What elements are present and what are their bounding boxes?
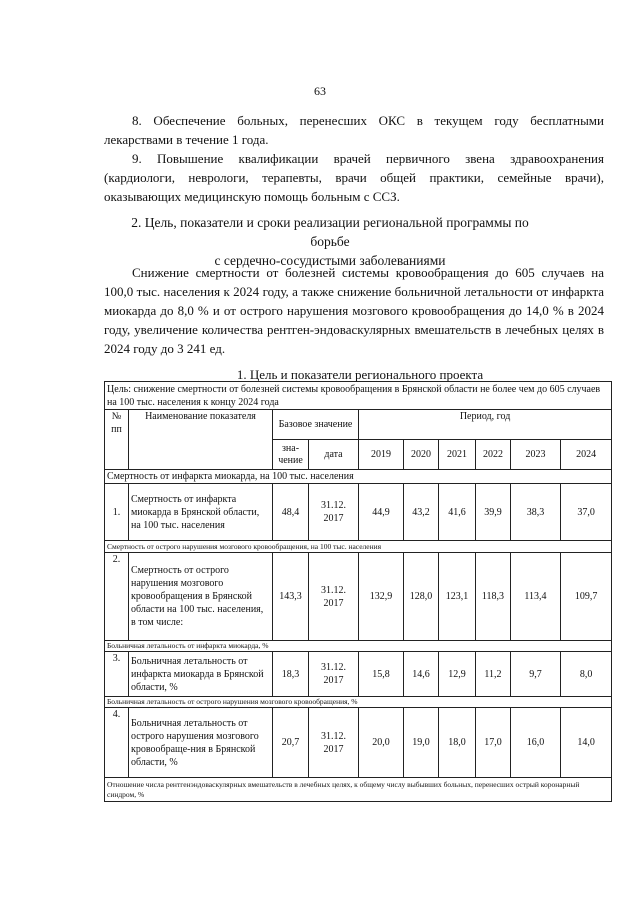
base-value: 20,7 bbox=[273, 708, 309, 778]
year-value: 12,9 bbox=[439, 652, 476, 697]
year-value: 113,4 bbox=[511, 553, 561, 641]
table-row bbox=[105, 484, 612, 541]
section-row: Больничная летальность от острого нарушения мозгового кровообращения, % bbox=[105, 697, 612, 708]
base-date: 31.12. 2017 bbox=[309, 484, 359, 541]
header-base-value: зна-чение bbox=[273, 440, 309, 470]
table-row bbox=[105, 410, 612, 440]
base-date: 31.12. 2017 bbox=[309, 652, 359, 697]
table-row bbox=[105, 470, 612, 484]
section-row: Смертность от инфаркта миокарда, на 100 тыс. населения bbox=[105, 470, 612, 484]
base-value: 48,4 bbox=[273, 484, 309, 541]
header-base: Базовое значение bbox=[273, 410, 359, 440]
base-date: 31.12. 2017 bbox=[309, 708, 359, 778]
year-value: 11,2 bbox=[476, 652, 511, 697]
indicator-name: Смертность от острого нарушения мозгового кровообращения в Брянской области на 100 тыс. населения, в том числе: bbox=[129, 553, 273, 641]
list-item-9: 9. Повышение квалификации врачей первичного звена здравоохранения (кардиологи, неврологи, терапевты, врачи общей практики, семейные врачи), оказывающих медицинскую помощь больным с ССЗ. bbox=[104, 151, 604, 204]
year-value: 18,0 bbox=[439, 708, 476, 778]
list-item-8: 8. Обеспечение больных, перенесших ОКС в текущем году бесплатными лекарствами в течение 1 года. bbox=[104, 113, 604, 147]
page-number: 63 bbox=[314, 84, 326, 98]
year-value: 20,0 bbox=[359, 708, 404, 778]
row-number: 3. bbox=[105, 652, 129, 697]
header-base-date: дата bbox=[309, 440, 359, 470]
table-row bbox=[105, 541, 612, 553]
year-value: 14,0 bbox=[561, 708, 612, 778]
section-row: Больничная летальность от инфаркта миокарда, % bbox=[105, 641, 612, 652]
header-year: 2020 bbox=[404, 440, 439, 470]
header-year: 2021 bbox=[439, 440, 476, 470]
header-name: Наименование показателя bbox=[129, 410, 273, 470]
year-value: 123,1 bbox=[439, 553, 476, 641]
table-row bbox=[105, 641, 612, 652]
year-value: 132,9 bbox=[359, 553, 404, 641]
table-caption: 1. Цель и показатели регионального проекта bbox=[236, 367, 484, 382]
header-year: 2019 bbox=[359, 440, 404, 470]
base-value: 143,3 bbox=[273, 553, 309, 641]
section-heading-line1: 2. Цель, показатели и сроки реализации региональной программы по борьбе bbox=[131, 215, 529, 249]
row-number: 2. bbox=[105, 553, 129, 641]
table-row bbox=[105, 708, 612, 778]
year-value: 14,6 bbox=[404, 652, 439, 697]
table-row bbox=[105, 553, 612, 641]
year-value: 118,3 bbox=[476, 553, 511, 641]
year-value: 16,0 bbox=[511, 708, 561, 778]
header-period: Период, год bbox=[359, 410, 612, 440]
year-value: 15,8 bbox=[359, 652, 404, 697]
header-year: 2023 bbox=[511, 440, 561, 470]
year-value: 8,0 bbox=[561, 652, 612, 697]
row-number: 1. bbox=[105, 484, 129, 541]
year-value: 39,9 bbox=[476, 484, 511, 541]
year-value: 19,0 bbox=[404, 708, 439, 778]
table-row bbox=[105, 697, 612, 708]
year-value: 128,0 bbox=[404, 553, 439, 641]
section-row: Отношение числа рентгенэндоваскулярных вмешательств в лечебных целях, к общему числу выбывших больных, перенесших острый коронарный синдром, % bbox=[105, 778, 612, 802]
indicator-name: Смертность от инфаркта миокарда в Брянской области, на 100 тыс. населения bbox=[129, 484, 273, 541]
base-date: 31.12. 2017 bbox=[309, 553, 359, 641]
base-value: 18,3 bbox=[273, 652, 309, 697]
year-value: 38,3 bbox=[511, 484, 561, 541]
row-number: 4. bbox=[105, 708, 129, 778]
year-value: 109,7 bbox=[561, 553, 612, 641]
header-year: 2022 bbox=[476, 440, 511, 470]
indicator-name: Больничная летальность от инфаркта миокарда в Брянской области, % bbox=[129, 652, 273, 697]
indicator-name: Больничная летальность от острого нарушения мозгового кровообраще-ния в Брянской области, % bbox=[129, 708, 273, 778]
header-num: № пп bbox=[105, 410, 129, 470]
year-value: 43,2 bbox=[404, 484, 439, 541]
goal-row: Цель: снижение смертности от болезней системы кровообращения в Брянской области не более чем до 605 случаев на 100 тыс. населения к концу 2024 года bbox=[105, 382, 612, 410]
year-value: 9,7 bbox=[511, 652, 561, 697]
year-value: 37,0 bbox=[561, 484, 612, 541]
header-year: 2024 bbox=[561, 440, 612, 470]
goal-paragraph: Снижение смертности от болезней системы кровообращения до 605 случаев на 100,0 тыс. населения к 2024 году, а также снижение больничной летальности от инфаркта миокарда до 8,0 % и от острого нарушения мозгового кровообращения до 14,0 % в 2024 году, увеличение количества рентген-эндоваскулярных вмешательств в лечебных целях в 2024 году до 3 241 ед. bbox=[104, 265, 604, 356]
section-row: Смертность от острого нарушения мозгового кровообращения, на 100 тыс. населения bbox=[105, 541, 612, 553]
year-value: 41,6 bbox=[439, 484, 476, 541]
year-value: 44,9 bbox=[359, 484, 404, 541]
indicators-table bbox=[104, 381, 612, 802]
year-value: 17,0 bbox=[476, 708, 511, 778]
table-row bbox=[105, 652, 612, 697]
section-heading-line2: с сердечно-сосудистыми заболеваниями bbox=[214, 253, 446, 268]
section-heading bbox=[120, 213, 540, 270]
table-row bbox=[105, 382, 612, 410]
table-row bbox=[105, 778, 612, 802]
